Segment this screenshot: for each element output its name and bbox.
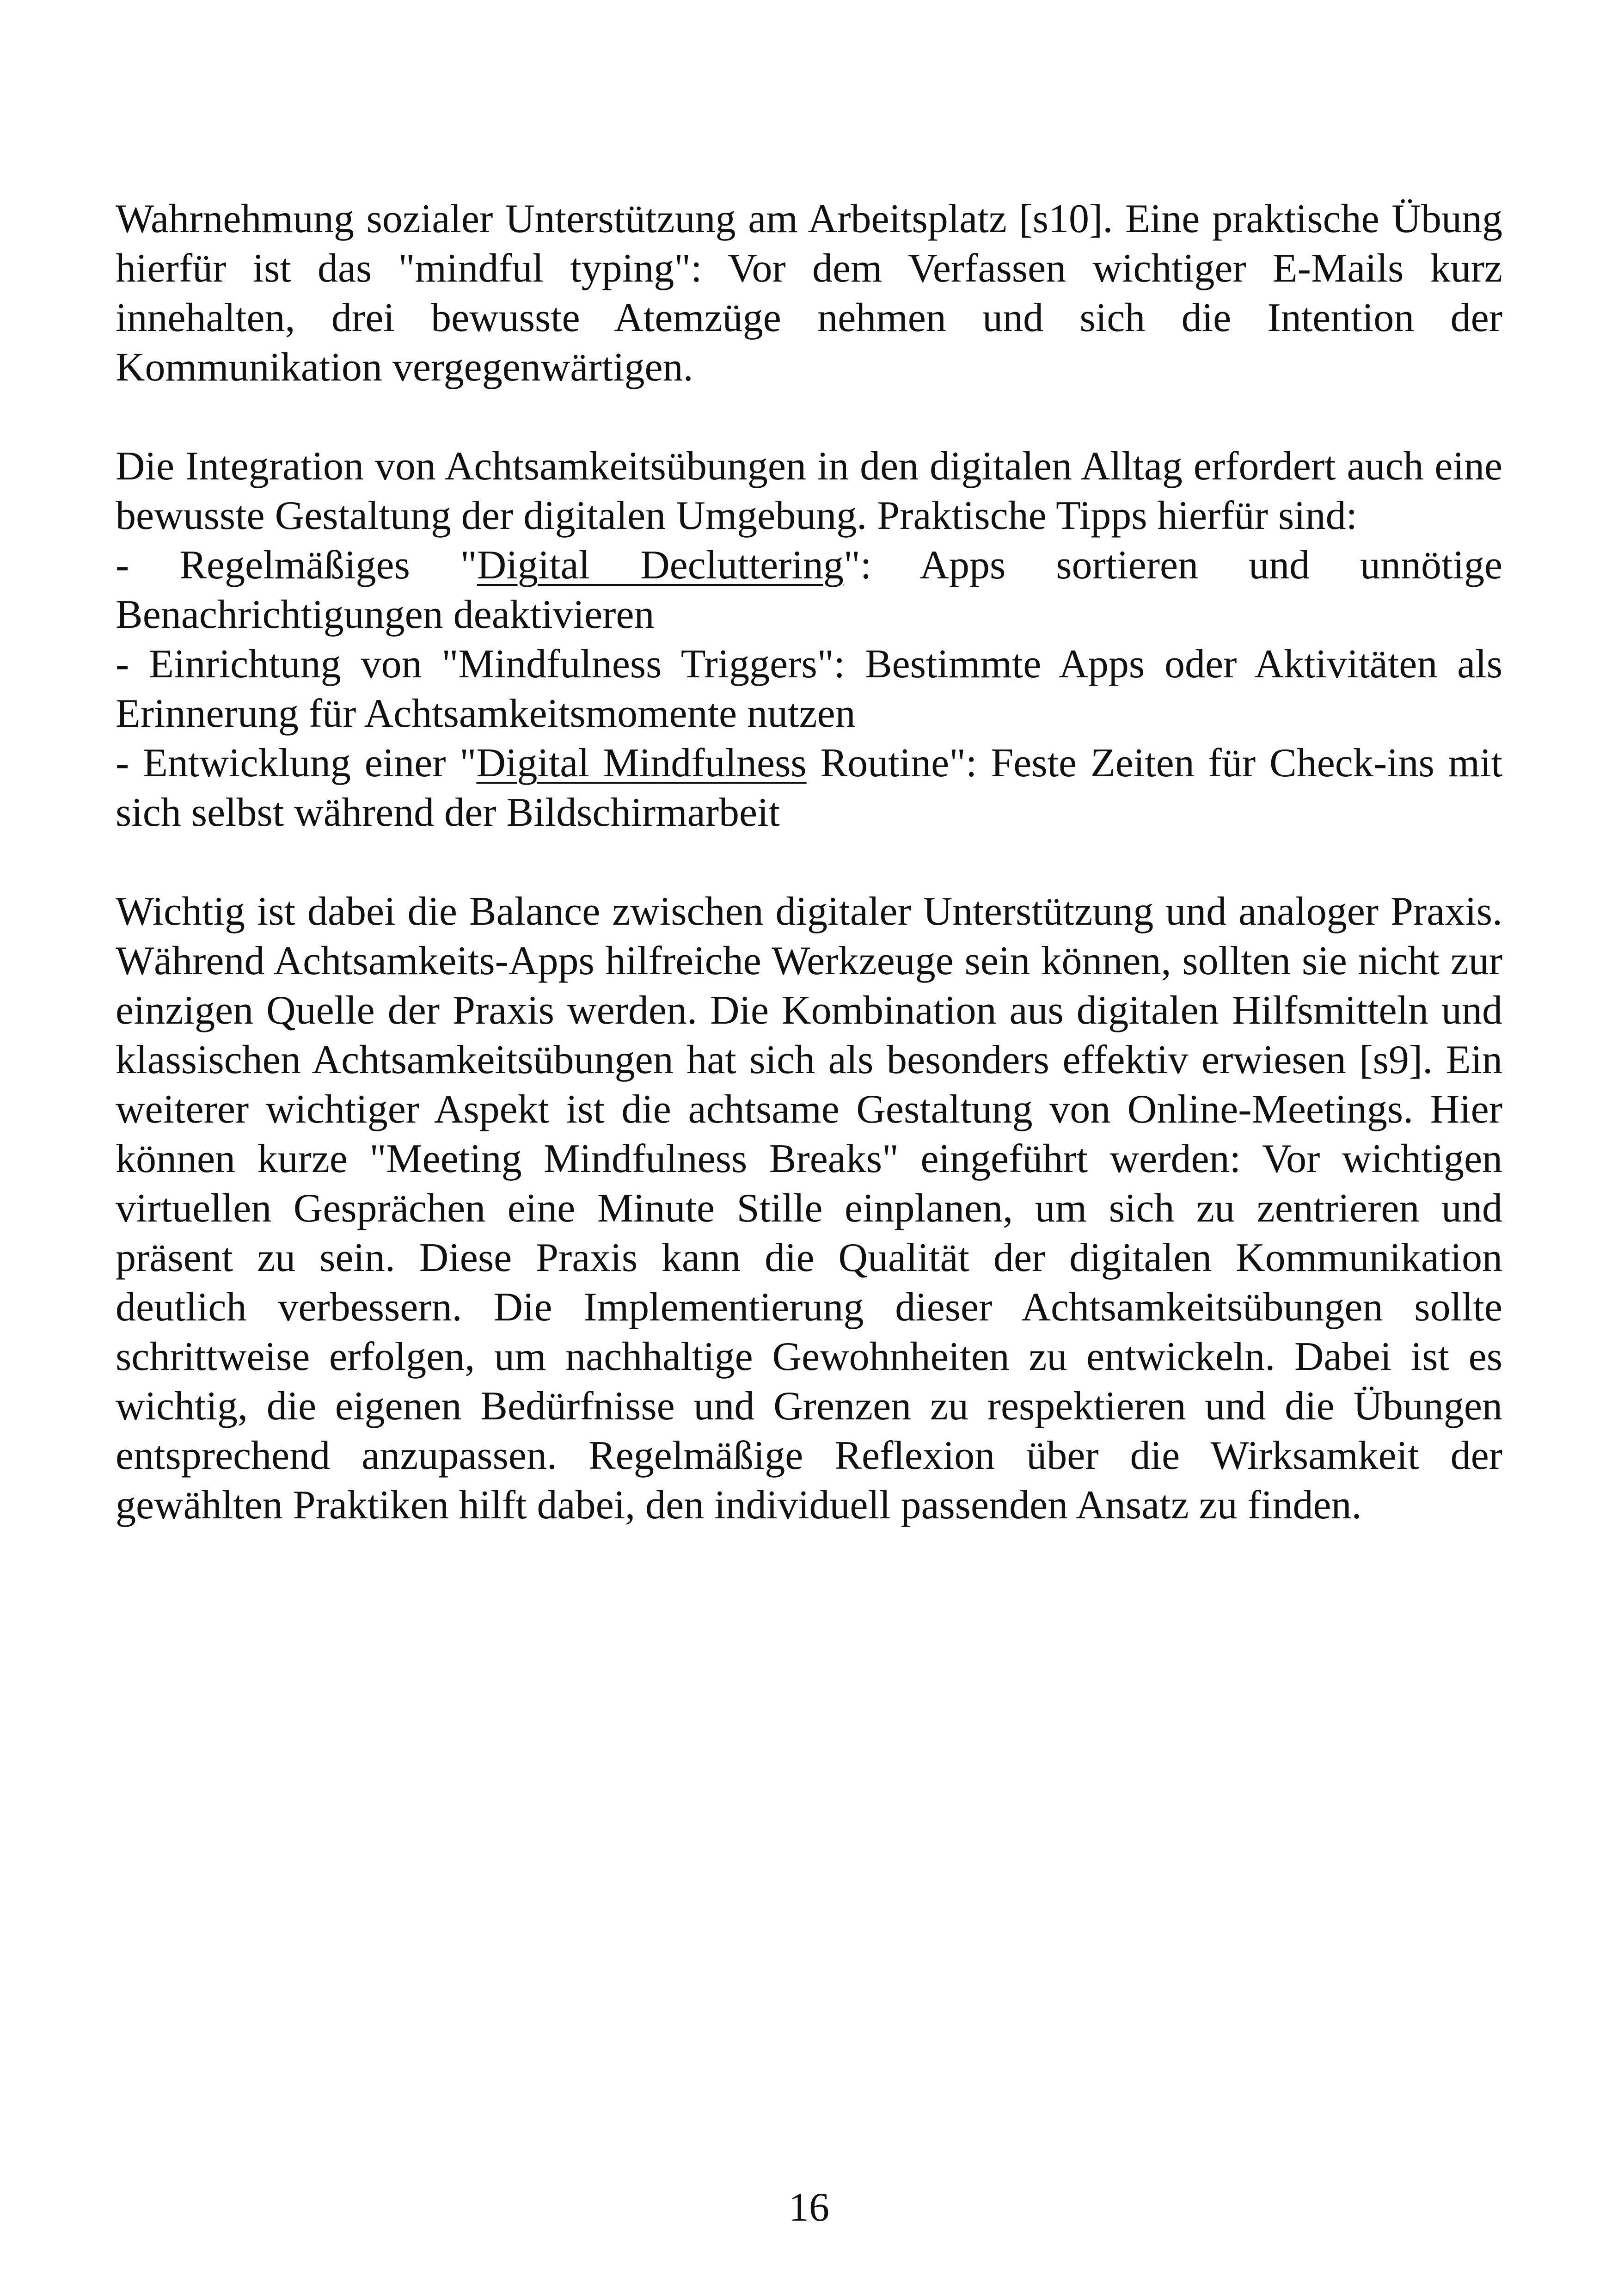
tips-list	[116, 540, 1502, 837]
body-text	[116, 194, 1502, 1530]
tip-text: ": Apps sortieren und unnötige Benachrichtigungen deaktivieren	[116, 543, 1503, 637]
list-item	[116, 738, 1502, 837]
list-item	[116, 540, 1502, 639]
tip-underlined-term: Digital Mindfulness	[476, 741, 807, 786]
tip-text: - Entwicklung einer "	[116, 741, 477, 786]
paragraph-mindful-typing: Wahrnehmung sozialer Unterstützung am Arbeitsplatz [s10]. Eine praktische Übung hierfür ist das "mindful typing": Vor dem Verfassen wichtiger E-Mails kurz innehalten, drei bewusste Atemzüge nehmen und sich die Intention der Kommunikation vergegenwärtigen.	[116, 196, 1502, 390]
paragraph-balance: Wichtig ist dabei die Balance zwischen digitaler Unterstützung und analoger Praxis. Während Achtsamkeits-Apps hilfreiche Werkzeuge sein können, sollten sie nicht zur einzigen Quelle der Praxis werden. Die Kombination aus digitalen Hilfsmitteln und klassischen Achtsamkeitsübungen hat sich als besonders effektiv erwiesen [s9]. Ein weiterer wichtiger Aspekt ist die achtsame Gestaltung von Online-Meetings. Hier können kurze "Meeting Mindfulness Breaks" eingeführt werden: Vor wichtigen virtuellen Gesprächen eine Minute Stille einplanen, um sich zu zentrieren und präsent zu sein. Diese Praxis kann die Qualität der digitalen Kommunikation deutlich verbessern. Die Implementierung dieser Achtsamkeitsübungen sollte schrittweise erfolgen, um nachhaltige Gewohnheiten zu entwickeln. Dabei ist es wichtig, die eigenen Bedürfnisse und Grenzen zu respektieren und die Übungen entsprechend anzupassen. Regelmäßige Reflexion über die Wirksamkeit der gewählten Praktiken hilft dabei, den individuell passenden Ansatz zu finden.	[116, 889, 1502, 1528]
tip-underlined-term: Digital Decluttering	[477, 543, 844, 588]
tip-text: Routine": Feste Zeiten für Check-ins mit sich selbst während der Bildschirmarbeit	[116, 741, 1503, 835]
list-item	[116, 639, 1502, 738]
tip-text: - Regelmäßiges "	[116, 543, 477, 588]
paragraph-digital-environment: Die Integration von Achtsamkeitsübungen in den digitalen Alltag erfordert auch eine bewusste Gestaltung der digitalen Umgebung. Praktische Tipps hierfür sind:	[116, 444, 1502, 538]
tip-text: - Einrichtung von "Mindfulness Triggers": Bestimmte Apps oder Aktivitäten als Erinnerung für Achtsamkeitsmomente nutzen	[116, 642, 1502, 736]
page-number: 16	[789, 2185, 829, 2230]
